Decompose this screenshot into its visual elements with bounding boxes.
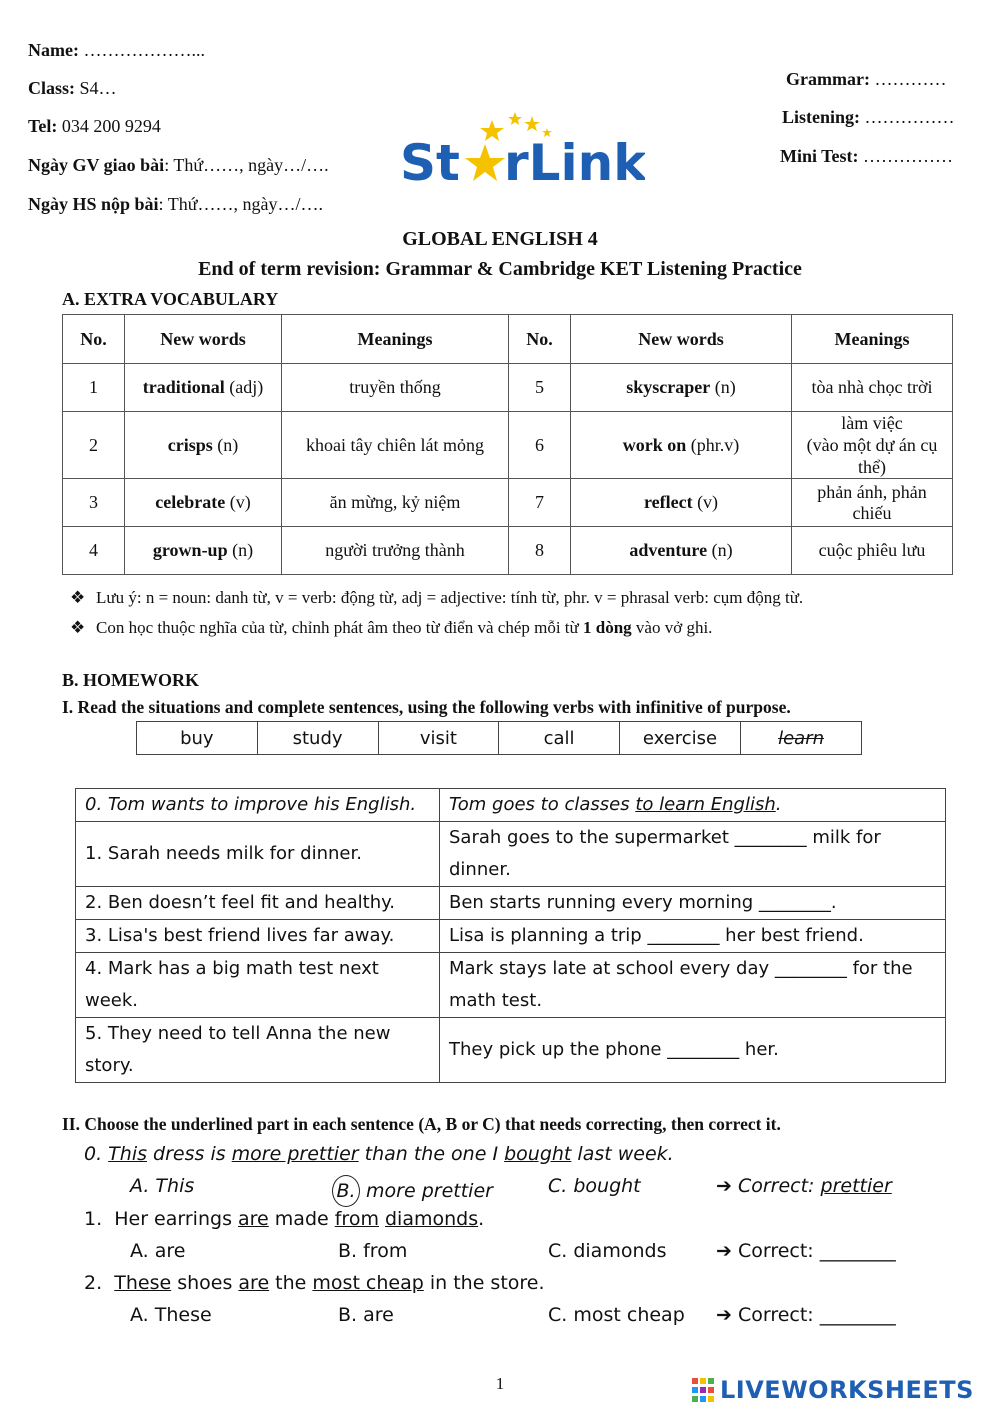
example-row: 0. Tom wants to improve his English. Tom goes to classes to learn English. [76,789,946,822]
starlink-logo [400,108,645,190]
star-icon [465,144,505,181]
diamond-bullet-icon: ❖ [70,618,86,637]
logo-text-left: St [400,134,460,190]
name-line: Name: ………………... [28,40,205,60]
star-icon [480,120,504,141]
ex2-q1-option-b[interactable]: B. from [338,1240,408,1262]
ex2-q2-option-a[interactable]: A. These [130,1304,212,1326]
arrow-icon: ➔ [716,1304,732,1326]
ex2-example-option-b: B. more prettier [338,1175,493,1207]
word-bank-item: study [257,722,378,755]
liveworksheets-text: LIVEWORKSHEETS [720,1376,974,1404]
ex2-q2-option-b[interactable]: B. are [338,1304,394,1326]
table-row: 2 crisps (n) khoai tây chiên lát mỏng 6 work on (phr.v) làm việc (vào một dự án cụ thể) [63,412,953,479]
exercise-1-title: I. Read the situations and complete sentences, using the following verbs with infinitive of purpose. [62,697,791,717]
col-header-words: New words [125,315,282,364]
col-header-meanings: Meanings [792,315,953,364]
table-row: 3. Lisa's best friend lives far away. Lisa is planning a trip ________ her best friend. [76,920,946,953]
arrow-icon: ➔ [716,1240,732,1262]
listening-score: Listening: …………… [782,107,955,127]
page-subtitle: End of term revision: Grammar & Cambridge KET Listening Practice [198,258,802,280]
note-abbreviations: ❖ Lưu ý: n = noun: danh từ, v = verb: động từ, adj = adjective: tính từ, phr. v = phrasal verb: cụm động từ. [70,588,804,607]
note-instructions: ❖ Con học thuộc nghĩa của từ, chỉnh phát âm theo từ điển và chép mỗi từ 1 dòng vào vở ghi. [70,618,713,637]
assign-date-line: Ngày GV giao bài: Thứ……, ngày…/…. [28,155,329,175]
ex2-q1-option-c[interactable]: C. diamonds [548,1240,667,1262]
ex2-q1-correct[interactable]: ➔ Correct: ________ [716,1240,896,1262]
word-bank-item: visit [378,722,499,755]
section-b-heading: B. HOMEWORK [62,670,200,690]
circled-answer: B. [332,1175,360,1207]
liveworksheets-brand[interactable] [692,1374,974,1406]
table-row: 1. Sarah needs milk for dinner. Sarah goes to the supermarket ________ milk for dinner. [76,822,946,887]
word-bank-item: exercise [619,722,740,755]
logo-text-right: rLink [504,134,645,190]
word-bank-item: buy [137,722,258,755]
col-header-meanings: Meanings [282,315,509,364]
section-a-heading: A. EXTRA VOCABULARY [62,289,279,309]
vocab-header-row [63,315,953,364]
grammar-score: Grammar: ………… [786,69,947,89]
liveworksheets-logo-icon [692,1378,714,1402]
word-bank-item-used: learn [741,722,862,755]
page-number: 1 [495,1374,505,1393]
word-bank [136,721,862,755]
minitest-score: Mini Test: …………… [780,146,954,166]
ex2-q1-sentence: 1. Her earrings are made from diamonds. [84,1208,485,1230]
exercise-1-table [75,788,946,1083]
arrow-icon: ➔ [716,1175,732,1197]
table-row: 1 traditional (adj) truyền thống 5 skyscraper (n) tòa nhà chọc trời [63,364,953,412]
submit-date-line: Ngày HS nộp bài: Thứ……, ngày…/…. [28,194,323,214]
ex2-example-correct: ➔ Correct: prettier [716,1175,892,1197]
word-bank-item: call [499,722,620,755]
star-icon [508,112,522,125]
ex2-q2-correct[interactable]: ➔ Correct: ________ [716,1304,896,1326]
tel-line: Tel: 034 200 9294 [28,116,161,136]
answer-cell[interactable]: Mark stays late at school every day ________ for the math test. [440,953,946,1018]
vocab-table [62,314,953,575]
col-header-no: No. [509,315,571,364]
col-header-no: No. [63,315,125,364]
ex2-example-option-a: A. This [130,1175,195,1197]
answer-cell[interactable]: Sarah goes to the supermarket ________ milk for dinner. [440,822,946,887]
star-icon [524,116,540,131]
answer-cell[interactable]: Ben starts running every morning ________. [440,887,946,920]
page-title: GLOBAL ENGLISH 4 [402,228,598,250]
ex2-q2-sentence: 2. These shoes are the most cheap in the store. [84,1272,545,1294]
answer-cell[interactable]: They pick up the phone ________ her. [440,1018,946,1083]
ex2-q1-option-a[interactable]: A. are [130,1240,186,1262]
table-row: 5. They need to tell Anna the new story. They pick up the phone ________ her. [76,1018,946,1083]
table-row: 4. Mark has a big math test next week. Mark stays late at school every day ________ for the math test. [76,953,946,1018]
diamond-bullet-icon: ❖ [70,588,86,607]
answer-cell[interactable]: Lisa is planning a trip ________ her best friend. [440,920,946,953]
table-row: 4 grown-up (n) người trưởng thành 8 adventure (n) cuộc phiêu lưu [63,527,953,575]
ex2-example-sentence: 0. This dress is more prettier than the one I bought last week. [84,1143,674,1165]
table-row: 2. Ben doesn’t feel fit and healthy. Ben starts running every morning ________. [76,887,946,920]
class-line: Class: S4… [28,78,117,98]
exercise-2-title: II. Choose the underlined part in each sentence (A, B or C) that needs correcting, then correct it. [62,1114,781,1134]
ex2-q2-option-c[interactable]: C. most cheap [548,1304,685,1326]
table-row: 3 celebrate (v) ăn mừng, kỷ niệm 7 reflect (v) phản ánh, phản chiếu [63,479,953,527]
col-header-words: New words [571,315,792,364]
ex2-example-option-c: C. bought [548,1175,641,1197]
